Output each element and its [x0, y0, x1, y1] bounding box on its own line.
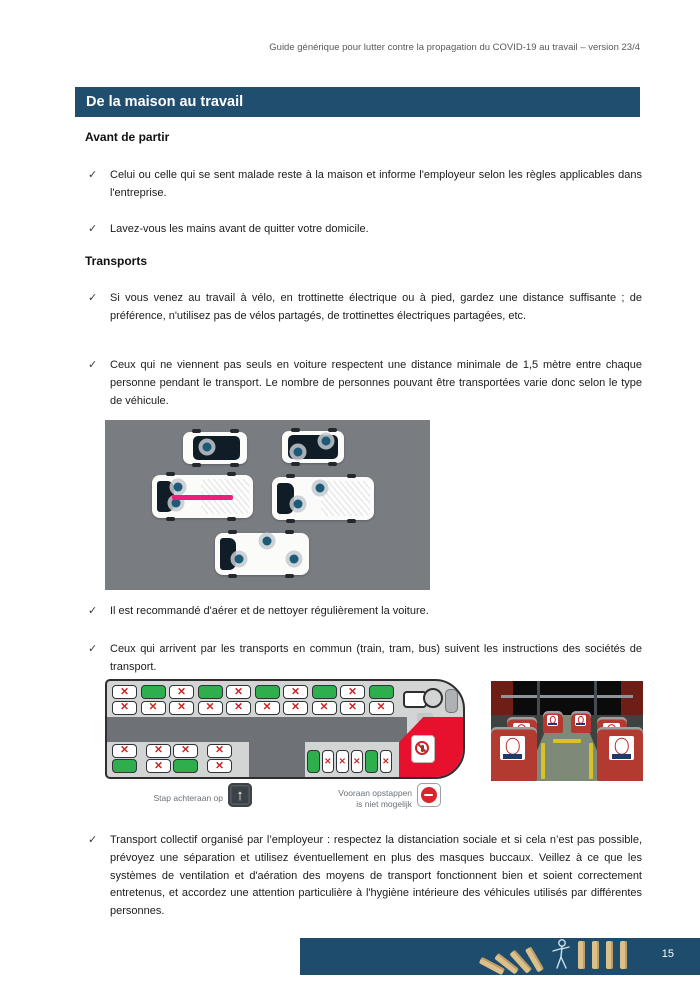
seat-blocked	[207, 759, 232, 773]
occupant-dot	[322, 436, 331, 445]
page-number: 15	[661, 948, 674, 960]
seat-x-mark: ✕	[120, 685, 129, 698]
bullet-text: Ceux qui ne viennent pas seuls en voiture respectent une distance minimale de 1,5 mètre entre chaque personne pendant le transport. Le nombre de personnes pouvant être transportées varie donc selon le type de véhicule.	[110, 359, 642, 407]
van-windshield	[220, 538, 236, 569]
car-roof	[193, 436, 240, 460]
bus-top-seat-row	[112, 685, 394, 715]
photo-yellow-strip	[589, 743, 593, 779]
seat-pair	[141, 685, 166, 715]
seat-x-mark: ✕	[215, 759, 224, 772]
seat-x-mark: ✕	[234, 685, 243, 698]
seat-blocked	[336, 750, 349, 773]
seat-pair	[169, 685, 194, 715]
occupant-dot	[294, 448, 303, 457]
seat-x-mark: ✕	[319, 701, 329, 714]
seat-x-mark: ✕	[120, 701, 129, 714]
photo-seat-sign	[547, 715, 558, 726]
bullet-text: Si vous venez au travail à vélo, en trottinette électrique ou à pied, gardez une distance suffisante ; de préférence, n'utilisez pas de vélos partagés, de trottinettes électriques partagées, etc.	[110, 292, 642, 322]
seat-blocked	[283, 701, 308, 715]
bullet-item	[88, 167, 642, 203]
photo-seat-sign	[575, 715, 586, 726]
seat-blocked	[255, 701, 280, 715]
photo-handrail	[501, 695, 633, 698]
bullet-text: Ceux qui arrivent par les transports en commun (train, tram, bus) suivent les instructions des sociétés de transport.	[110, 643, 642, 673]
no-entry-icon	[417, 783, 441, 807]
bullet-item	[88, 221, 642, 239]
seat-blocked	[340, 701, 365, 715]
seat-x-mark: ✕	[120, 744, 129, 757]
checkmark-icon: ✓	[88, 834, 98, 846]
seat-blocked	[322, 750, 335, 773]
bus-bottom-seat-row	[112, 744, 232, 774]
cargo-texture	[321, 481, 370, 515]
seat-pair	[146, 744, 171, 774]
seat-x-mark: ✕	[291, 701, 300, 714]
running-header: Guide générique pour lutter contre la propagation du COVID-19 au travail – version 23/4	[269, 42, 640, 53]
occupant-dot	[174, 482, 183, 491]
bus-seating-diagram	[105, 679, 465, 779]
seat-blocked	[312, 701, 337, 715]
occupant-dot	[235, 555, 244, 564]
seat-x-mark: ✕	[148, 701, 158, 714]
checkmark-icon: ✓	[88, 169, 98, 181]
occupant-dot	[315, 483, 324, 492]
seat-x-mark: ✕	[348, 685, 357, 698]
seat-blocked	[340, 685, 365, 699]
person-stopping-dominoes-icon	[549, 938, 575, 969]
standing-domino	[592, 941, 599, 969]
seat-x-mark: ✕	[291, 685, 300, 698]
seat-x-mark: ✕	[205, 701, 215, 714]
checkmark-icon: ✓	[88, 292, 98, 304]
seat-blocked	[141, 701, 166, 715]
seat-x-mark: ✕	[154, 744, 163, 757]
bullet-text: Celui ou celle qui se sent malade reste à la maison et informe l'employeur selon les règles applicables dans l'entreprise.	[110, 169, 642, 199]
seat-pair	[369, 685, 394, 715]
small-car	[183, 432, 247, 464]
seat-blocked	[351, 750, 364, 773]
checkmark-icon: ✓	[88, 359, 98, 371]
seat-blocked	[169, 685, 194, 699]
seat-blocked	[226, 701, 251, 715]
seat-x-mark: ✕	[353, 756, 361, 767]
seat-available	[255, 685, 280, 699]
seat-available	[312, 685, 337, 699]
seat-blocked	[169, 701, 194, 715]
seat-blocked	[146, 744, 171, 758]
seat-blocked	[380, 750, 393, 773]
checkmark-icon: ✓	[88, 605, 98, 617]
car-distancing-illustration	[105, 420, 430, 590]
driver-seat	[445, 689, 458, 713]
no-person-icon	[415, 741, 429, 755]
seat-pair	[255, 685, 280, 715]
board-rear-label: Stap achteraan op	[153, 793, 223, 803]
board-here-arrow-icon: ↑	[228, 783, 252, 807]
seat-x-mark: ✕	[338, 756, 346, 767]
seat-available	[141, 685, 166, 699]
seat-blocked	[146, 759, 171, 773]
seat-x-mark: ✕	[154, 759, 163, 772]
seat-pair	[207, 744, 232, 774]
seat-x-mark: ✕	[234, 701, 243, 714]
seat-pair	[112, 744, 137, 774]
seat-pair	[340, 685, 365, 715]
photo-yellow-strip	[553, 739, 581, 743]
steering-wheel-icon	[423, 688, 443, 708]
seat-pair	[283, 685, 308, 715]
bus-rear-door	[249, 717, 305, 777]
checkmark-icon: ✓	[88, 643, 98, 655]
seat-pair	[226, 685, 251, 715]
separator-bar	[172, 495, 233, 500]
occupant-dot	[172, 499, 181, 508]
bus-interior-photo	[491, 681, 643, 781]
bullet-item	[88, 641, 642, 677]
bullet-text: Transport collectif organisé par l’employeur : respectez la distanciation sociale et si cela n’est pas possible, prévoyez une séparation et utilisez éventuellement en plus des masques buccaux. Veillez à ce que les systèmes de ventilation et d'aération des moyens de transport fonctionnent bien et soient correctement entretenus, et accordez une attention particulière à l'hygiène intérieure des véhicules utilisés par différentes personnes.	[110, 834, 642, 918]
seat-pair	[173, 744, 198, 774]
seat-blocked	[283, 685, 308, 699]
bullet-item	[88, 357, 642, 410]
bullet-text: Il est recommandé d'aérer et de nettoyer régulièrement la voiture.	[110, 605, 429, 617]
seat-blocked	[112, 685, 137, 699]
minibus	[215, 533, 309, 575]
bus-side-bench	[307, 750, 392, 773]
seat-pair	[312, 685, 337, 715]
seat-x-mark: ✕	[262, 701, 272, 714]
subheading-avant-de-partir: Avant de partir	[85, 130, 170, 144]
no-front-boarding-label: Vooraan opstappen is niet mogelijk	[338, 788, 412, 809]
occupant-dot	[293, 500, 302, 509]
seat-pair	[198, 685, 223, 715]
section-banner-title: De la maison au travail	[86, 94, 244, 110]
seat-blocked	[198, 701, 223, 715]
seat-x-mark: ✕	[181, 744, 190, 757]
no-entry-zone	[399, 717, 463, 777]
seat-x-mark: ✕	[348, 701, 357, 714]
sedan-car	[282, 431, 344, 463]
seat-x-mark: ✕	[215, 744, 224, 757]
seat-blocked	[173, 744, 198, 758]
bullet-item	[88, 832, 642, 921]
photo-yellow-strip	[541, 743, 545, 779]
seat-available	[369, 685, 394, 699]
seat-x-mark: ✕	[376, 701, 386, 714]
van	[272, 477, 374, 520]
occupant-dot	[202, 443, 211, 452]
seat-blocked	[207, 744, 232, 758]
bullet-text: Lavez-vous les mains avant de quitter votre domicile.	[110, 223, 369, 235]
seat-blocked	[369, 701, 394, 715]
seat-x-mark: ✕	[382, 756, 390, 767]
seat-blocked	[226, 685, 251, 699]
seat-blocked	[112, 701, 137, 715]
occupant-dot	[262, 536, 271, 545]
standing-domino	[606, 941, 613, 969]
bullet-item	[88, 603, 642, 621]
seat-available	[173, 759, 198, 773]
seat-x-mark: ✕	[177, 685, 186, 698]
seat-available	[307, 750, 320, 773]
seat-available	[365, 750, 378, 773]
bullet-item	[88, 290, 642, 326]
subheading-transports: Transports	[85, 254, 148, 268]
standing-domino	[578, 941, 585, 969]
photo-seat-sign	[609, 736, 634, 760]
no-entry-sign	[411, 735, 435, 763]
seat-available	[112, 759, 137, 773]
checkmark-icon: ✓	[88, 223, 98, 235]
photo-seat-sign	[500, 736, 525, 760]
standing-domino	[620, 941, 627, 969]
occupant-dot	[289, 554, 298, 563]
seat-pair	[112, 685, 137, 715]
seat-available	[198, 685, 223, 699]
seat-x-mark: ✕	[324, 756, 332, 767]
domino-effect-graphic	[496, 938, 646, 969]
van-with-separator	[152, 475, 253, 518]
section-banner	[75, 87, 640, 117]
footer-bar	[300, 938, 700, 975]
seat-x-mark: ✕	[177, 701, 186, 714]
seat-blocked	[112, 744, 137, 758]
van-windshield	[277, 483, 294, 515]
